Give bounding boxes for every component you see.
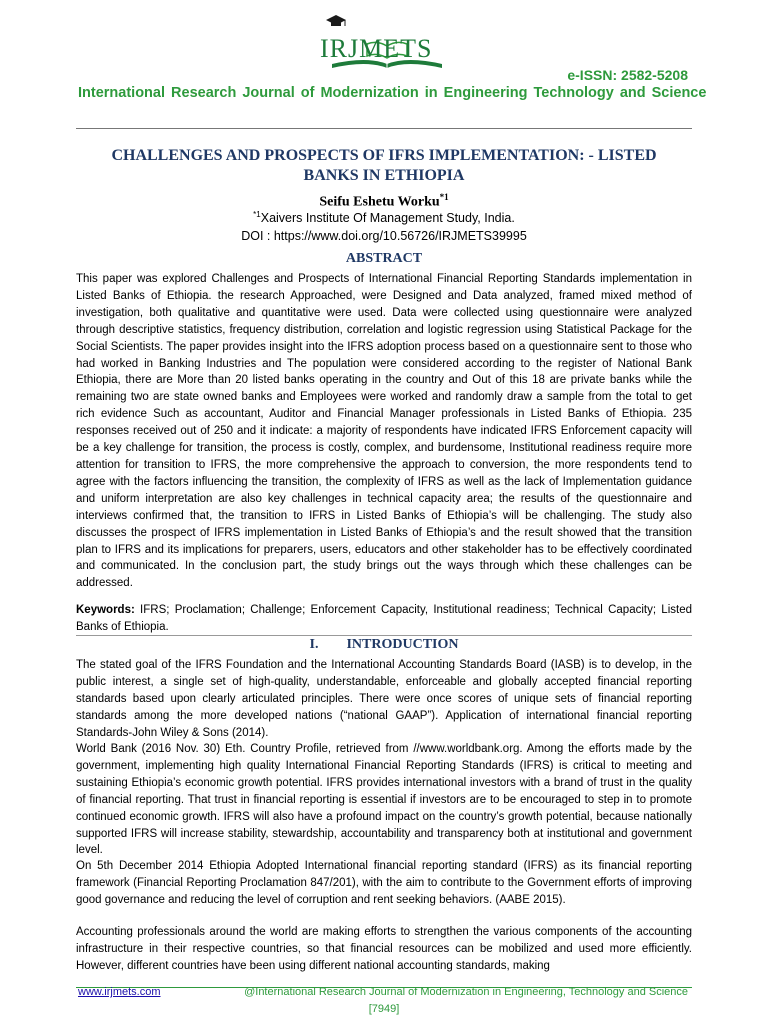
journal-logo bbox=[312, 12, 462, 72]
section-number: I. bbox=[309, 637, 319, 652]
affiliation-text: Xaivers Institute Of Management Study, India. bbox=[260, 211, 515, 226]
paper-title bbox=[76, 146, 692, 186]
author-affiliation bbox=[76, 210, 692, 225]
keywords bbox=[76, 602, 692, 636]
paper-title-line-2: BANKS IN ETHIOPIA bbox=[303, 167, 465, 184]
abstract-heading: ABSTRACT bbox=[345, 251, 423, 266]
intro-paragraph-1: The stated goal of the IFRS Foundation and the International Accounting Standards Board (IASB) is to develop, in the public interest, a single set of high-quality, understandable, enforceable and globally accepted financial reporting standards based upon clearly articulated principles. There were once scores of unique sets of financial reporting standards among the more developed nations (“national GAAP”). Application of international financial reporting Standards-John Wiley & Sons (2014). bbox=[76, 659, 692, 739]
author-superscript: *1 bbox=[439, 192, 449, 202]
issn-label: e-ISSN: 2582-5208 bbox=[567, 67, 688, 83]
footer-website-link[interactable]: www.irjmets.com bbox=[78, 986, 161, 998]
keywords-label: Keywords: bbox=[76, 604, 135, 616]
abstract-body: This paper was explored Challenges and Prospects of International Financial Reporting Standards implementation in Listed Banks of Ethiopia. the research Approached, were Designed and Data analyzed, framed mixed method of investigation, both qualitative and quantitative were used. Data were collected using questionnaire were analyzed through descriptive statistics, frequency distribution, correlation and logistic regression using Statistical Package for the Social Scientists. The paper provides insight into the IFRS adoption process based on a questionnaire sent to those who had worked in Banking Industries and The population were considered according to the register of National Bank Ethiopia, there are More than 20 listed banks operating in the country and Out of this 18 are private banks while the remaining two are state owned banks and Employees were worked and randomly draw a sample from the total to get rich evidence Such as accountant, Auditor and Financial Manager professionals in Listed Banks of Ethiopia. 235 responses received out of 250 and it indicate: a majority of respondents have indicated IFRS Enforcement capacity will be a key challenge for transition, the process is costly, complex, and burdensome, Institutional readiness require more attention for transition to IFRS, the more comprehensive the approach to conversion, the more respondents tend to agree with the factors influencing the transition, the complexity of IFRS as well as the lack of Implementation guidance and uniform interpretation are also key challenges in technical capacity area; the results of the questionnaire and interviews confirmed that, the transition to IFRS in Listed Banks of Ethiopia’s will be challenging. The study also discusses the prospect of IFRS implementation in Listed Banks of Ethiopia’s and the result showed that the transition plan to IFRS and its implications for preparers, users, educators and other stakeholder has to be effectively coordinated and communicated. In the conclusion part, the study brings out the ways through which these challenges can be addressed. bbox=[76, 273, 692, 590]
footer-copyright: @International Research Journal of Modernization in Engineering, Technology and Science bbox=[244, 986, 688, 998]
page-number: [7949] bbox=[368, 1003, 400, 1015]
intro-paragraph-4: Accounting professionals around the world are making efforts to strengthen the various components of the accounting infrastructure in their respective countries, so that financial resources can be mobilized and used more efficiently. However, different countries have been using different national accounting standards, making bbox=[76, 926, 692, 972]
journal-name: International Research Journal of Modernization in Engineering Technology and Science bbox=[78, 85, 707, 101]
section-title: INTRODUCTION bbox=[346, 637, 459, 652]
keywords-text: IFRS; Proclamation; Challenge; Enforcement Capacity, Institutional readiness; Technical Capacity; Listed Banks of Ethiopia. bbox=[76, 604, 692, 633]
author-name-text: Seifu Eshetu Worku bbox=[319, 194, 440, 210]
paper-title-line-1: CHALLENGES AND PROSPECTS OF IFRS IMPLEMENTATION: - LISTED bbox=[111, 147, 657, 164]
header-divider bbox=[76, 128, 692, 129]
intro-paragraph-3: On 5th December 2014 Ethiopia Adopted International financial reporting standard (IFRS) as its financial reporting framework (Financial Reporting Proclamation 847/201), with the aim to contribute to the Government efforts of improving good governance and reducing the level of corruption and rent seeking behaviors. (AABE 2015). bbox=[76, 860, 692, 906]
logo-text: IRJMETS bbox=[320, 34, 433, 63]
author-name bbox=[76, 192, 692, 211]
section-heading-introduction bbox=[76, 637, 692, 653]
doi-link[interactable]: DOI : https://www.doi.org/10.56726/IRJMETS39995 bbox=[241, 229, 527, 243]
section-divider bbox=[76, 635, 692, 636]
affiliation-superscript: *1 bbox=[253, 210, 261, 219]
intro-paragraph-2: World Bank (2016 Nov. 30) Eth. Country Profile, retrieved from //www.worldbank.org. Among the efforts made by the government, implementing high quality International Financial Reporting Standards (IFRS) is critical to meeting and sustaining Ethiopia’s economic growth potential. IFRS provides international investors with a brand of trust in the quality of financial reporting. That trust in financial reporting is essential if investors are to be encouraged to step in to promote continued economic growth. IFRS will also have a profound impact on the country’s growth potential, because nationally supported IFRS will increase stability, stewardship, accountability and transparency both at institutional and government level. bbox=[76, 743, 692, 857]
